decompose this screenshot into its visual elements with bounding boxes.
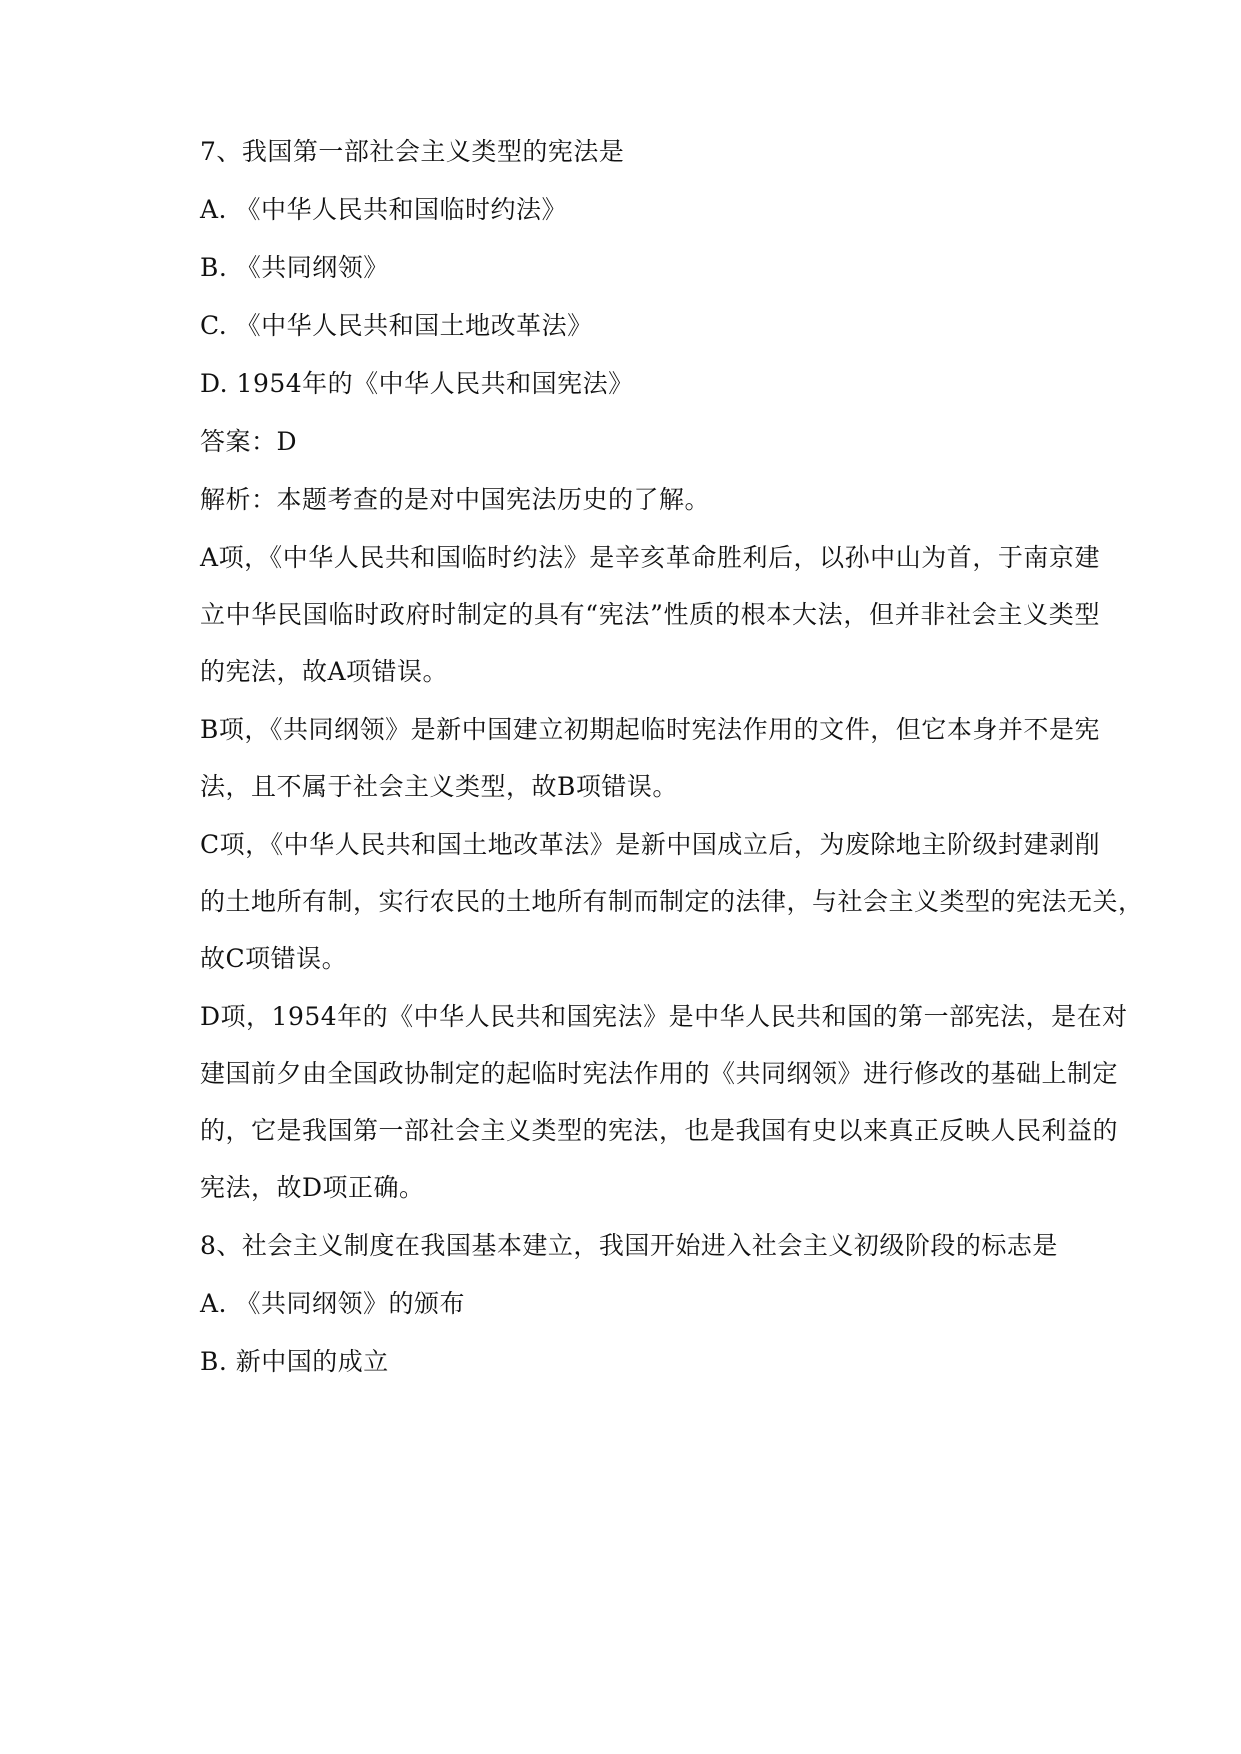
question-7-option-d: D. 1954年的《中华人民共和国宪法》: [200, 369, 634, 398]
analysis-a-line-3: 的宪法，故A项错误。: [200, 657, 449, 686]
analysis-d-line-4: 宪法，故D项正确。: [200, 1173, 425, 1202]
question-8-option-a: A. 《共同纲领》的颁布: [200, 1289, 465, 1318]
question-8-option-b: B. 新中国的成立: [200, 1347, 389, 1376]
analysis-c-line-3: 故C项错误。: [200, 944, 348, 973]
analysis-d-line-3: 的，它是我国第一部社会主义类型的宪法，也是我国有史以来真正反映人民利益的: [200, 1116, 1119, 1145]
analysis-c-line-1: C项，《中华人民共和国土地改革法》是新中国成立后，为废除地主阶级封建剥削: [200, 830, 1100, 859]
analysis-b-line-1: B项，《共同纲领》是新中国建立初期起临时宪法作用的文件，但它本身并不是宪: [200, 715, 1100, 744]
analysis-d-line-1: D项，1954年的《中华人民共和国宪法》是中华人民共和国的第一部宪法，是在对: [200, 1002, 1128, 1031]
question-7-answer: 答案：D: [200, 427, 298, 456]
question-7-option-b: B. 《共同纲领》: [200, 253, 389, 282]
analysis-a-line-2: 立中华民国临时政府时制定的具有“宪法”性质的根本大法，但并非社会主义类型: [200, 600, 1100, 629]
analysis-a-line-1: A项，《中华人民共和国临时约法》是辛亥革命胜利后，以孙中山为首，于南京建: [200, 543, 1100, 572]
analysis-b-line-2: 法，且不属于社会主义类型，故B项错误。: [200, 772, 678, 801]
question-7-stem: 7、我国第一部社会主义类型的宪法是: [200, 137, 625, 166]
question-7-option-a: A. 《中华人民共和国临时约法》: [200, 195, 567, 224]
analysis-d-line-2: 建国前夕由全国政协制定的起临时宪法作用的《共同纲领》进行修改的基础上制定: [200, 1059, 1119, 1088]
question-8-stem: 8、社会主义制度在我国基本建立，我国开始进入社会主义初级阶段的标志是: [200, 1231, 1058, 1260]
analysis-c-line-2: 的土地所有制，实行农民的土地所有制而制定的法律，与社会主义类型的宪法无关，: [200, 887, 1144, 916]
question-7-option-c: C. 《中华人民共和国土地改革法》: [200, 311, 593, 340]
question-7-analysis-intro: 解析：本题考查的是对中国宪法历史的了解。: [200, 485, 711, 514]
